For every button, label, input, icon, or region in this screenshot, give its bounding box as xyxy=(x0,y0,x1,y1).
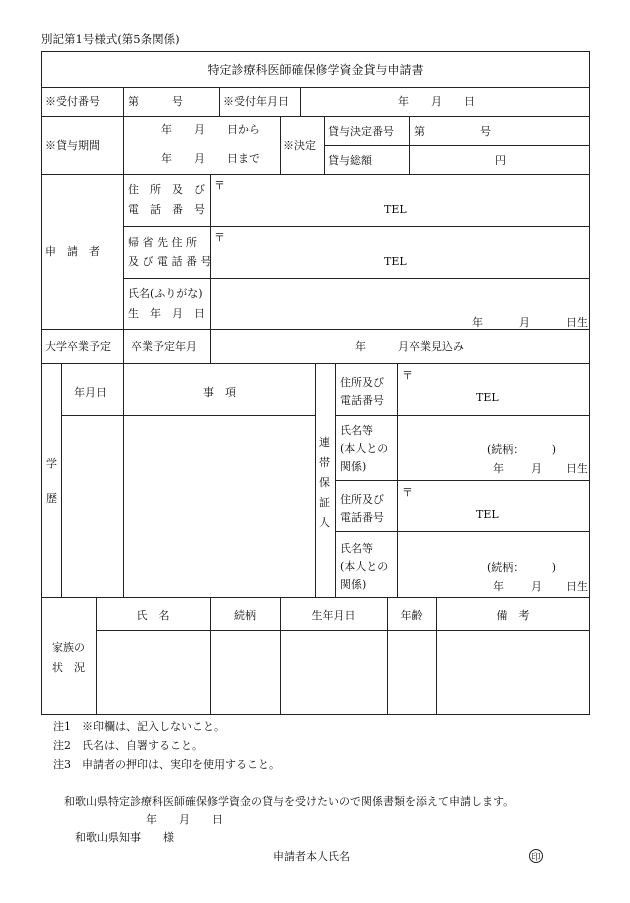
total-value[interactable]: 円 xyxy=(495,154,506,167)
home-tel[interactable]: TEL xyxy=(384,255,407,268)
guarantor1-address-label-1: 住所及び xyxy=(340,376,384,389)
guarantor-vertical-4: 証 xyxy=(319,496,330,509)
birth-year[interactable]: 年 xyxy=(472,316,483,329)
guarantor1-birth-day[interactable]: 日生 xyxy=(566,462,588,475)
graduation-month[interactable]: 月卒業見込み xyxy=(398,340,464,353)
decision-label: ※決定 xyxy=(283,139,316,152)
guarantor1-name-label-2: (本人との xyxy=(340,442,389,455)
education-label-2: 歴 xyxy=(46,492,57,505)
guarantor-vertical-1: 連 xyxy=(319,436,330,449)
seal-icon: 印 xyxy=(529,849,543,863)
guarantor2-birth-month[interactable]: 月 xyxy=(531,580,542,593)
guarantor1-tel[interactable]: TEL xyxy=(476,391,499,404)
addressee: 和歌山県知事 様 xyxy=(75,831,174,844)
family-col-name: 氏 名 xyxy=(136,609,170,622)
reception-number-value[interactable]: 第 号 xyxy=(128,95,183,108)
education-col-item: 事 項 xyxy=(203,386,236,399)
home-address-label-2: 及 び 電 話 番 号 xyxy=(128,255,212,268)
applicant-address-label-2: 電 話 番 号 xyxy=(128,203,205,216)
postal-mark-icon: 〒 xyxy=(402,369,413,382)
guarantor-vertical-3: 保 xyxy=(319,476,330,489)
guarantor1-name-label-1: 氏名等 xyxy=(340,424,373,437)
applicant-section-label: 申 請 者 xyxy=(45,245,100,258)
guarantor2-birth-day[interactable]: 日生 xyxy=(566,580,588,593)
graduation-year[interactable]: 年 xyxy=(355,340,366,353)
home-address-label-1: 帰 省 先 住 所 xyxy=(128,236,197,249)
loan-to[interactable]: 年 月 日まで xyxy=(161,152,260,165)
reception-date-label: ※受付年月日 xyxy=(223,95,289,108)
signer-label: 申請者本人氏名 xyxy=(273,850,350,863)
guarantor-vertical-5: 人 xyxy=(319,516,330,529)
birth-day[interactable]: 日生 xyxy=(566,316,588,329)
form-title: 特定診療科医師確保修学資金貸与申請書 xyxy=(207,63,424,77)
name-label-1: 氏名(ふりがな) xyxy=(128,287,203,300)
guarantor2-name-label-3: 関係) xyxy=(340,578,367,591)
guarantor2-address-label-2: 電話番号 xyxy=(340,511,384,524)
guarantor2-name-label-1: 氏名等 xyxy=(340,542,373,555)
name-label-2: 生 年 月 日 xyxy=(128,307,205,320)
guarantor-vertical-2: 帯 xyxy=(319,456,330,469)
loan-period-label: ※貸与期間 xyxy=(45,139,100,152)
postal-mark-icon: 〒 xyxy=(214,231,225,244)
note-2: 注2 氏名は、自署すること。 xyxy=(53,739,203,752)
guarantor2-relation[interactable]: (続柄： ) xyxy=(487,561,557,574)
guarantor2-address-label-1: 住所及び xyxy=(340,493,384,506)
family-label-2: 状 況 xyxy=(52,661,85,674)
education-label-1: 学 xyxy=(46,457,57,470)
family-col-age: 年齢 xyxy=(400,609,423,622)
postal-mark-icon: 〒 xyxy=(214,179,225,192)
postal-mark-icon: 〒 xyxy=(402,486,413,499)
guarantor1-address-label-2: 電話番号 xyxy=(340,394,384,407)
total-label: 貸与総額 xyxy=(328,154,372,167)
family-col-remarks: 備 考 xyxy=(496,609,530,622)
application-date[interactable]: 年 月 日 xyxy=(146,813,223,826)
family-label-1: 家族の xyxy=(52,641,85,654)
guarantor2-name-label-2: (本人との xyxy=(340,560,389,573)
form-number: 別記第1号様式(第5条関係) xyxy=(41,32,180,46)
applicant-tel[interactable]: TEL xyxy=(384,203,407,216)
note-3: 注3 申請者の押印は、実印を使用すること。 xyxy=(53,758,280,771)
application-statement: 和歌山県特定診療科医師確保修学資金の貸与を受けたいので関係書類を添えて申請します。 xyxy=(64,795,515,808)
education-col-date: 年月日 xyxy=(74,386,107,399)
birth-month[interactable]: 月 xyxy=(519,316,530,329)
note-1: 注1 ※印欄は、記入しないこと。 xyxy=(53,720,225,733)
guarantor2-birth-year[interactable]: 年 xyxy=(493,580,504,593)
decision-number-label: 貸与決定番号 xyxy=(328,125,394,138)
guarantor1-birth-month[interactable]: 月 xyxy=(531,462,542,475)
loan-from[interactable]: 年 月 日から xyxy=(161,123,260,136)
guarantor1-name-label-3: 関係) xyxy=(340,460,367,473)
guarantor1-birth-year[interactable]: 年 xyxy=(493,462,504,475)
family-col-relation: 続柄 xyxy=(234,609,256,622)
reception-date-value[interactable]: 年 月 日 xyxy=(398,95,475,108)
reception-number-label: ※受付番号 xyxy=(45,95,100,108)
family-col-birthdate: 生年月日 xyxy=(311,609,356,622)
guarantor1-relation[interactable]: (続柄： ) xyxy=(487,443,557,456)
graduation-label: 大学卒業予定 xyxy=(45,340,111,353)
graduation-sub-label: 卒業予定年月 xyxy=(131,340,197,353)
applicant-address-label-1: 住 所 及 び xyxy=(128,183,205,196)
guarantor2-tel[interactable]: TEL xyxy=(476,508,499,521)
decision-number-value[interactable]: 第 号 xyxy=(414,125,491,138)
